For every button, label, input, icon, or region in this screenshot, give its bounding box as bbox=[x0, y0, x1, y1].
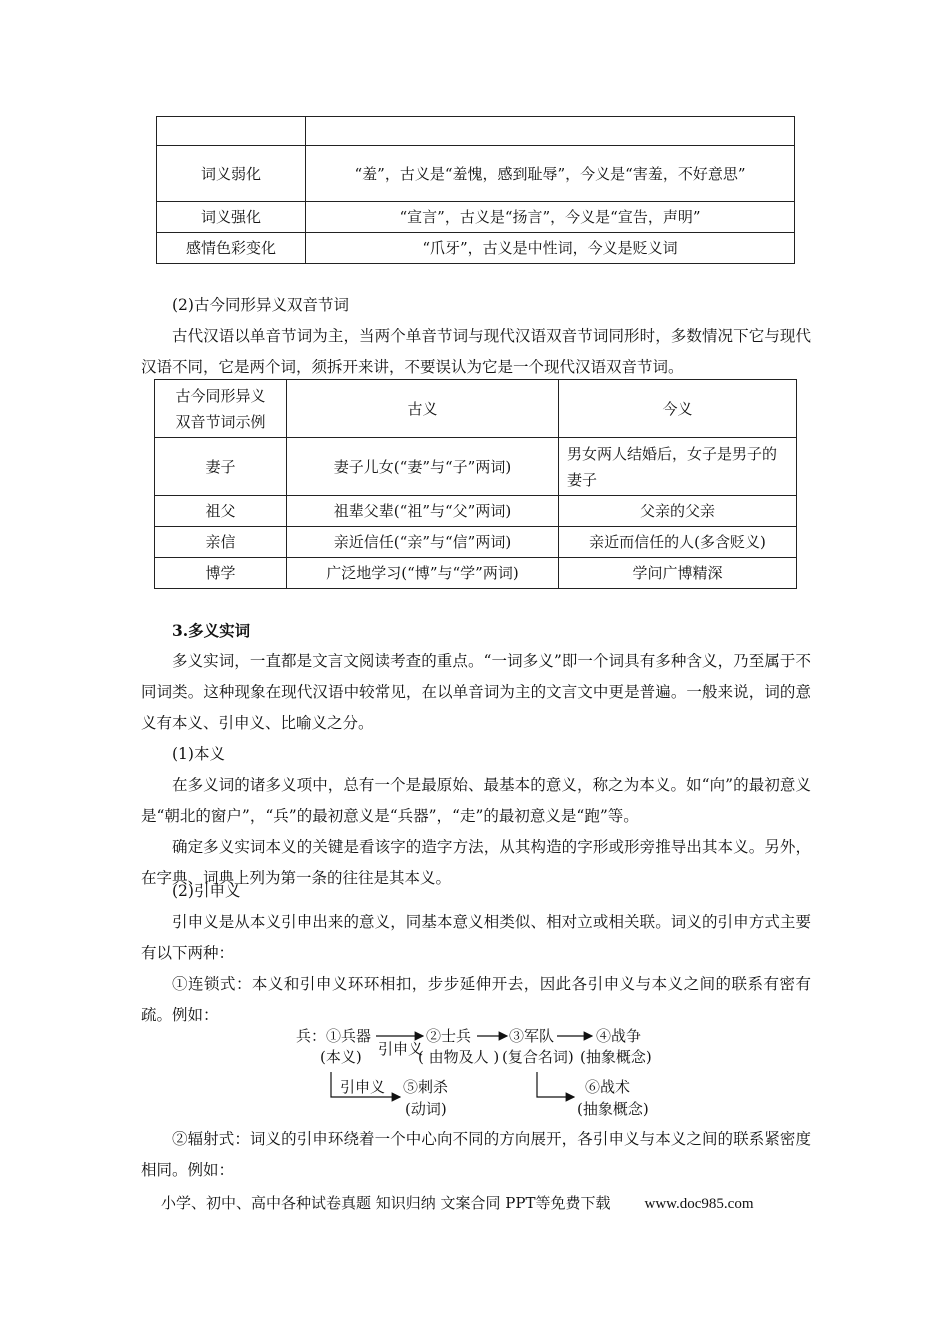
table-cell: 男女两人结婚后，女子是男子的妻子 bbox=[559, 438, 797, 496]
table-row bbox=[157, 202, 795, 233]
table-header: 古今同形异义双音节词示例 bbox=[155, 380, 287, 438]
table-cell: 词义强化 bbox=[157, 202, 306, 233]
paragraph: 古代汉语以单音节词为主，当两个单音节词与现代汉语双音节词同形时，多数情况下它与现代汉语不同，它是两个词，须拆开来讲，不要误认为它是一个现代汉语双音节词。 bbox=[141, 327, 811, 376]
diagram-node-label: (抽象概念) bbox=[577, 1100, 649, 1118]
table-cell: 广泛地学习(“博”与“学”两词) bbox=[287, 558, 559, 589]
paragraph: ①连锁式：本义和引申义环环相扣，步步延伸开去，因此各引申义与本义之间的联系有密有疏。例如： bbox=[141, 975, 811, 1024]
table-cell: 词义弱化 bbox=[157, 146, 306, 202]
table-row bbox=[157, 117, 795, 146]
table-header: 古义 bbox=[287, 380, 559, 438]
table-row bbox=[157, 146, 795, 202]
footer-url[interactable]: www.doc985.com bbox=[644, 1196, 754, 1212]
table-cell: 妻子 bbox=[155, 438, 287, 496]
diagram-node-label: ( 由物及人 ) bbox=[418, 1048, 500, 1066]
table-cell bbox=[157, 117, 306, 146]
table-row bbox=[155, 438, 797, 496]
table-cell: 感情色彩变化 bbox=[157, 233, 306, 264]
diagram-node-label: (复合名词) bbox=[502, 1048, 574, 1066]
table-cell bbox=[306, 117, 795, 146]
sub-heading: (2)引申义 bbox=[172, 882, 241, 900]
diagram-node-war: ④战争 bbox=[596, 1027, 642, 1045]
paragraph: 引申义是从本义引申出来的意义，同基本意义相类似、相对立或相关联。词义的引申方式主要有以下两种： bbox=[141, 913, 811, 962]
table-cell: 亲近而信任的人(多含贬义) bbox=[559, 527, 797, 558]
diagram-arrow-label: 引申义 bbox=[378, 1040, 424, 1058]
paragraph: 多义实词，一直都是文言文阅读考查的重点。“一词多义”即一个词具有多种含义，乃至属于不同词类。这种现象在现代汉语中较常见，在以单音词为主的文言文中更是普遍。一般来说，词的意义有本义、引申义、比喻义之分。 bbox=[141, 652, 811, 732]
table-row bbox=[155, 496, 797, 527]
homograph-table bbox=[154, 379, 797, 589]
diagram-node-stab: ⑤刺杀 bbox=[403, 1078, 449, 1096]
diagram-node-soldier: ②士兵 bbox=[426, 1027, 472, 1045]
diagram-node-label: (动词) bbox=[405, 1100, 447, 1118]
table-cell: 亲近信任(“亲”与“信”两词) bbox=[287, 527, 559, 558]
chain-extension-diagram bbox=[290, 1024, 690, 1124]
table-header-row bbox=[155, 380, 797, 438]
diagram-arrow-label: 引申义 bbox=[340, 1078, 386, 1096]
paragraph: ②辐射式：词义的引申环绕着一个中心向不同的方向展开，各引申义与本义之间的联系紧密度相同。例如： bbox=[141, 1130, 811, 1179]
table-cell: 妻子儿女(“妻”与“子”两词) bbox=[287, 438, 559, 496]
section-heading: (2)古今同形异义双音节词 bbox=[172, 296, 349, 314]
table-row bbox=[155, 527, 797, 558]
table-row bbox=[157, 233, 795, 264]
diagram-node-label: (抽象概念) bbox=[580, 1048, 652, 1066]
table-cell: 博学 bbox=[155, 558, 287, 589]
footer-text: 小学、初中、高中各种试卷真题 知识归纳 文案合同 PPT等免费下载 bbox=[161, 1194, 611, 1212]
sub-heading: (1)本义 bbox=[172, 745, 225, 763]
diagram-node-label: (本义) bbox=[320, 1048, 362, 1066]
word-meaning-change-table bbox=[156, 116, 795, 264]
diagram-node-weapon: 兵：①兵器 bbox=[296, 1027, 372, 1045]
table-cell: “宣言”，古义是“扬言”，今义是“宣告，声明” bbox=[306, 202, 795, 233]
diagram-node-army: ③军队 bbox=[509, 1027, 555, 1045]
table-header: 今义 bbox=[559, 380, 797, 438]
table-cell: 祖辈父辈(“祖”与“父”两词) bbox=[287, 496, 559, 527]
table-cell: 父亲的父亲 bbox=[559, 496, 797, 527]
table-row bbox=[155, 558, 797, 589]
table-cell: 学问广博精深 bbox=[559, 558, 797, 589]
table-cell: 祖父 bbox=[155, 496, 287, 527]
page-footer bbox=[161, 1192, 754, 1213]
section-heading: 3.多义实词 bbox=[172, 621, 251, 640]
paragraph: 在多义词的诸多义项中，总有一个是最原始、最基本的意义，称之为本义。如“向”的最初意义是“朝北的窗户”，“兵”的最初意义是“兵器”，“走”的最初意义是“跑”等。 bbox=[141, 776, 811, 825]
table-cell: 亲信 bbox=[155, 527, 287, 558]
paragraph: 确定多义实词本义的关键是看该字的造字方法，从其构造的字形或形旁推导出其本义。另外，在字典、词典上列为第一条的往往是其本义。 bbox=[141, 838, 811, 887]
table-cell: “羞”，古义是“羞愧，感到耻辱”，今义是“害羞，不好意思” bbox=[306, 146, 795, 202]
table-cell: “爪牙”，古义是中性词，今义是贬义词 bbox=[306, 233, 795, 264]
diagram-node-tactics: ⑥战术 bbox=[585, 1078, 631, 1096]
